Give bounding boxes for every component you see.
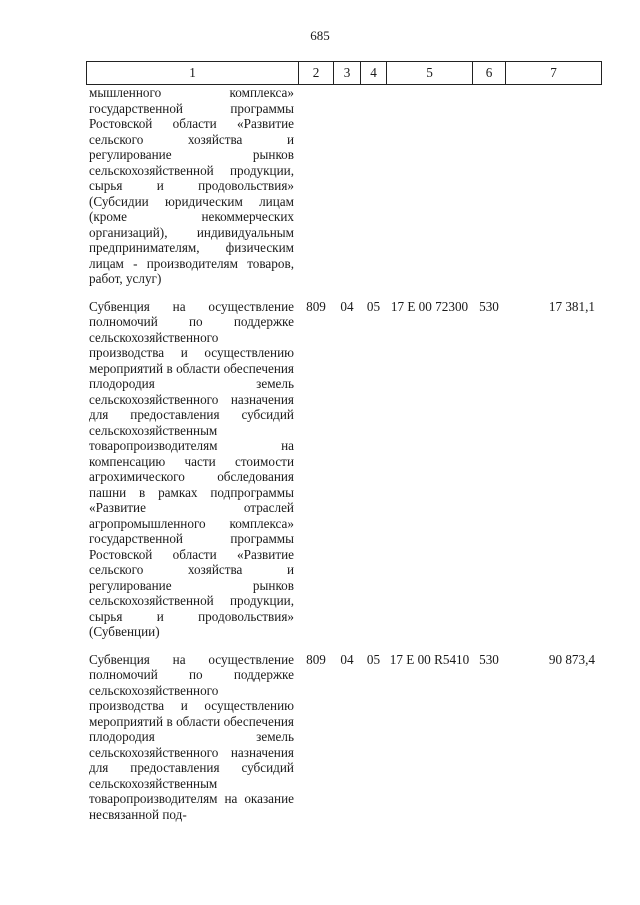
row-amount: 17 381,1 bbox=[506, 293, 602, 646]
row-subsection bbox=[361, 85, 387, 293]
row-target: 17 Е 00 72300 bbox=[387, 293, 473, 646]
row-target: 17 Е 00 R5410 bbox=[387, 646, 473, 823]
row-description: Субвенция на осуществление полномочий по поддержке сельскохозяйственного производства и осуществлению мероприятий в области обеспечения плодородия земель сельскохозяйственного назначения для предоставления субсидий сельскохозяйственным товаропроизводителям на компенсацию части стоимости агрохимического обследования пашни в рамках подпрограммы «Развитие отраслей агропромышленного комплекса» государственной программы Ростовской области «Развитие сельского хозяйства и регулирование рынков сельскохозяйственной продукции, сырья и продовольствия» (Субвенции) bbox=[87, 293, 299, 646]
column-header-3: 3 bbox=[334, 62, 361, 85]
row-code bbox=[299, 85, 334, 293]
row-description: мышленного комплекса» государственной программы Ростовской области «Развитие сельского хозяйства и регулирование рынков сельскохозяйственной продукции, сырья и продовольствия» (Субсидии юридическим лицам (кроме некоммерческих организаций), индивидуальным предпринимателям, физическим лицам - производителям товаров, работ, услуг) bbox=[87, 85, 299, 293]
column-header-2: 2 bbox=[299, 62, 334, 85]
row-section: 04 bbox=[334, 646, 361, 823]
row-type: 530 bbox=[473, 293, 506, 646]
column-header-5: 5 bbox=[387, 62, 473, 85]
table-header-row bbox=[87, 62, 602, 85]
table-row bbox=[87, 293, 602, 646]
row-section: 04 bbox=[334, 293, 361, 646]
row-code: 809 bbox=[299, 293, 334, 646]
row-description: Субвенция на осуществление полномочий по поддержке сельскохозяйственного производства и осуществлению мероприятий в области обеспечения плодородия земель сельскохозяйственного назначения для предоставления субсидий сельскохозяйственным товаропроизводителям на оказание несвязанной под- bbox=[87, 646, 299, 823]
page-number: 685 bbox=[310, 28, 330, 43]
row-section bbox=[334, 85, 361, 293]
row-amount bbox=[506, 85, 602, 293]
budget-table bbox=[86, 61, 602, 822]
column-header-7: 7 bbox=[506, 62, 602, 85]
row-amount: 90 873,4 bbox=[506, 646, 602, 823]
column-header-6: 6 bbox=[473, 62, 506, 85]
row-code: 809 bbox=[299, 646, 334, 823]
table-row bbox=[87, 85, 602, 293]
row-subsection: 05 bbox=[361, 646, 387, 823]
row-type bbox=[473, 85, 506, 293]
row-type: 530 bbox=[473, 646, 506, 823]
table-row bbox=[87, 646, 602, 823]
column-header-1: 1 bbox=[87, 62, 299, 85]
row-target bbox=[387, 85, 473, 293]
column-header-4: 4 bbox=[361, 62, 387, 85]
row-subsection: 05 bbox=[361, 293, 387, 646]
